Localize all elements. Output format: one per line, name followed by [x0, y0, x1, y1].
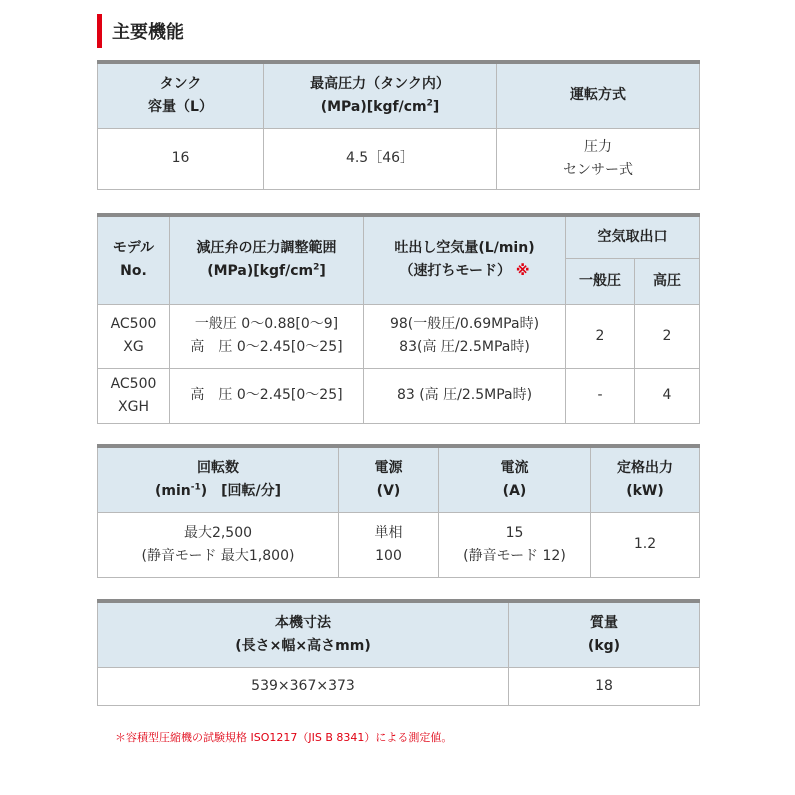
- model-header: モデル No.: [98, 215, 170, 304]
- regulator-range-value: 一般圧 0～0.88[0～9] 高 圧 0～2.45[0～25]: [170, 304, 364, 368]
- size-value: 539×367×373: [98, 667, 509, 705]
- tank-spec-table: [97, 60, 700, 190]
- section-accent-bar: [97, 14, 102, 48]
- motor-spec-table: [97, 444, 700, 578]
- outlet-high-value: 2: [635, 304, 700, 368]
- model-value: AC500 XG: [98, 304, 170, 368]
- rpm-header: 回転数 $(\min^{-1})$ [回転/分]: [98, 446, 339, 512]
- air-delivery-header: 吐出し空気量(L/min) （速打ちモード） ※: [364, 215, 566, 304]
- outlet-high-value: 4: [635, 368, 700, 423]
- tank-capacity-value: 16: [98, 128, 264, 189]
- power-value: 1.2: [591, 512, 700, 577]
- note-mark: ※: [515, 263, 530, 280]
- power-header: 定格出力 (kW): [591, 446, 700, 512]
- tank-capacity-header: タンク 容量（L）: [98, 62, 264, 128]
- outlet-normal-value: 2: [566, 304, 635, 368]
- operation-mode-value: 圧力 センサー式: [497, 128, 700, 189]
- dimension-table: [97, 599, 700, 706]
- section-title: 主要機能: [112, 22, 184, 43]
- voltage-value: 単相 100: [339, 512, 439, 577]
- current-header: 電流 (A): [439, 446, 591, 512]
- max-pressure-header: 最高圧力（タンク内） $(MPa)[kgf/cm^2]$: [264, 62, 497, 128]
- operation-mode-header: 運転方式: [497, 62, 700, 128]
- voltage-header: 電源 (V): [339, 446, 439, 512]
- table-row: [98, 304, 700, 368]
- regulator-range-header: 減圧弁の圧力調整範囲 $(MPa)[kgf/cm^2]$: [170, 215, 364, 304]
- size-header: 本機寸法 (長さ×幅×高さmm): [98, 601, 509, 667]
- table-row: [98, 368, 700, 423]
- regulator-range-value: 高 圧 0～2.45[0～25]: [170, 368, 364, 423]
- outlet-normal-header: 一般圧: [566, 258, 635, 304]
- section-header: [97, 14, 184, 48]
- current-value: 15 (静音モード 12): [439, 512, 591, 577]
- weight-value: 18: [509, 667, 700, 705]
- air-delivery-value: 83 (高 圧/2.5MPa時): [364, 368, 566, 423]
- footnote: ＊容積型圧縮機の試験規格 ISO1217（JIS B 8341）による測定値。: [115, 731, 453, 744]
- air-output-table: [97, 213, 700, 424]
- outlet-high-header: 高圧: [635, 258, 700, 304]
- rpm-value: 最大2,500 (静音モード 最大1,800): [98, 512, 339, 577]
- model-value: AC500 XGH: [98, 368, 170, 423]
- max-pressure-value: 4.5［46］: [264, 128, 497, 189]
- weight-header: 質量 (kg): [509, 601, 700, 667]
- air-delivery-value: 98(一般圧/0.69MPa時) 83(高 圧/2.5MPa時): [364, 304, 566, 368]
- air-outlet-header: 空気取出口: [566, 215, 700, 258]
- outlet-normal-value: -: [566, 368, 635, 423]
